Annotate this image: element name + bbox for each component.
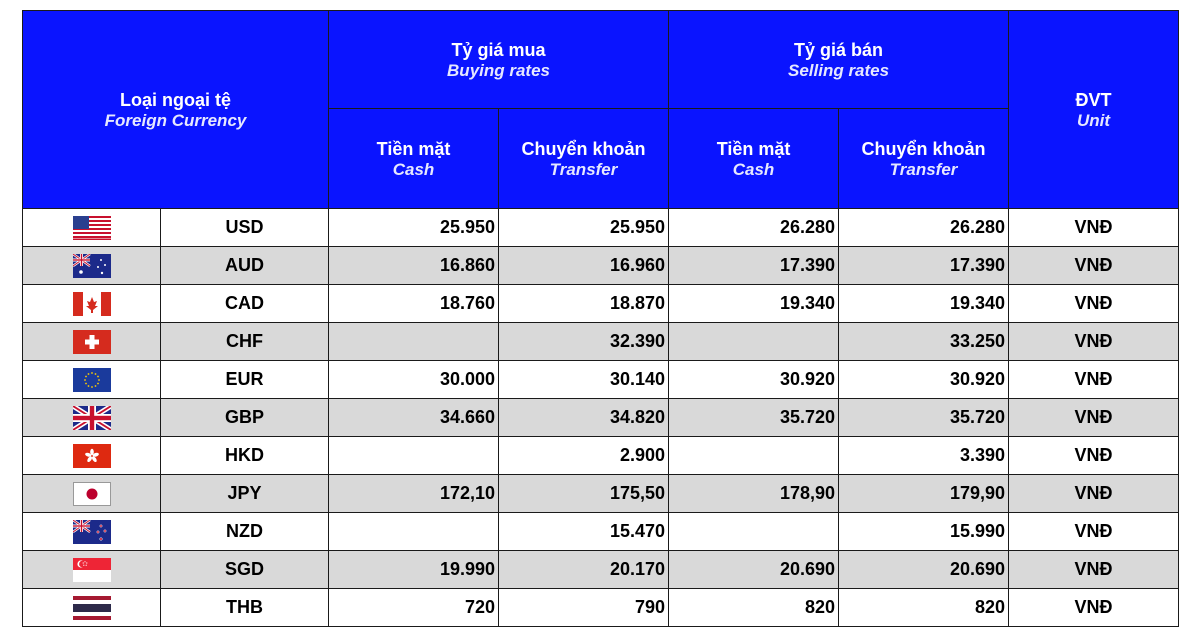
eu-flag-icon (73, 368, 111, 392)
unit-cell: VNĐ (1009, 399, 1179, 437)
header-sell-cash (669, 109, 839, 209)
flag-cell (23, 437, 161, 475)
header-selling-vi: Tỷ giá bán (794, 39, 884, 60)
buy-transfer-cell: 790 (499, 589, 669, 627)
flag-cell (23, 399, 161, 437)
currency-code: THB (161, 589, 329, 627)
sell-transfer-cell: 33.250 (839, 323, 1009, 361)
header-selling (669, 11, 1009, 109)
unit-cell: VNĐ (1009, 475, 1179, 513)
table-row (23, 437, 1179, 475)
buy-transfer-cell: 34.820 (499, 399, 669, 437)
unit-cell: VNĐ (1009, 513, 1179, 551)
buy-transfer-cell: 32.390 (499, 323, 669, 361)
header-sell-cash-en: Cash (732, 159, 775, 179)
flag-cell (23, 247, 161, 285)
header-currency (23, 11, 329, 209)
ch-flag-icon (73, 330, 111, 354)
unit-cell: VNĐ (1009, 361, 1179, 399)
flag-cell (23, 209, 161, 247)
header-buying-en: Buying rates (447, 60, 551, 80)
flag-cell (23, 589, 161, 627)
table-row (23, 399, 1179, 437)
sell-cash-cell (669, 513, 839, 551)
header-currency-en: Foreign Currency (104, 110, 247, 130)
flag-cell (23, 361, 161, 399)
sell-transfer-cell: 820 (839, 589, 1009, 627)
header-buy-cash-en: Cash (392, 159, 435, 179)
currency-code: SGD (161, 551, 329, 589)
buy-transfer-cell: 15.470 (499, 513, 669, 551)
buy-cash-cell (329, 323, 499, 361)
sell-cash-cell: 35.720 (669, 399, 839, 437)
buy-cash-cell: 30.000 (329, 361, 499, 399)
flag-cell (23, 475, 161, 513)
buy-cash-cell: 720 (329, 589, 499, 627)
buy-cash-cell (329, 437, 499, 475)
unit-cell: VNĐ (1009, 247, 1179, 285)
nz-flag-icon (73, 520, 111, 544)
header-unit-vi: ĐVT (1075, 89, 1112, 110)
sell-transfer-cell: 35.720 (839, 399, 1009, 437)
sell-cash-cell: 20.690 (669, 551, 839, 589)
table-row (23, 361, 1179, 399)
sell-cash-cell: 30.920 (669, 361, 839, 399)
sell-cash-cell: 26.280 (669, 209, 839, 247)
sell-transfer-cell: 30.920 (839, 361, 1009, 399)
sell-transfer-cell: 17.390 (839, 247, 1009, 285)
buy-transfer-cell: 25.950 (499, 209, 669, 247)
jp-flag-icon (73, 482, 111, 506)
sell-cash-cell (669, 437, 839, 475)
sell-transfer-cell: 20.690 (839, 551, 1009, 589)
table-row (23, 513, 1179, 551)
sell-transfer-cell: 179,90 (839, 475, 1009, 513)
sell-transfer-cell: 19.340 (839, 285, 1009, 323)
header-selling-en: Selling rates (787, 60, 890, 80)
sell-cash-cell: 178,90 (669, 475, 839, 513)
sell-transfer-cell: 15.990 (839, 513, 1009, 551)
header-buy-transfer-vi: Chuyển khoản (521, 138, 646, 159)
header-sell-transfer-vi: Chuyển khoản (861, 138, 986, 159)
currency-code: JPY (161, 475, 329, 513)
currency-code: EUR (161, 361, 329, 399)
buy-cash-cell: 34.660 (329, 399, 499, 437)
currency-code: USD (161, 209, 329, 247)
buy-cash-cell: 19.990 (329, 551, 499, 589)
buy-transfer-cell: 20.170 (499, 551, 669, 589)
unit-cell: VNĐ (1009, 209, 1179, 247)
header-buy-transfer-en: Transfer (549, 159, 618, 179)
unit-cell: VNĐ (1009, 589, 1179, 627)
header-buy-transfer (499, 109, 669, 209)
unit-cell: VNĐ (1009, 551, 1179, 589)
flag-cell (23, 513, 161, 551)
currency-code: CHF (161, 323, 329, 361)
header-unit-en: Unit (1077, 110, 1111, 130)
table-row (23, 551, 1179, 589)
exchange-rate-board (22, 10, 1178, 627)
hk-flag-icon (73, 444, 111, 468)
buy-transfer-cell: 2.900 (499, 437, 669, 475)
au-flag-icon (73, 254, 111, 278)
buy-cash-cell: 16.860 (329, 247, 499, 285)
buy-cash-cell (329, 513, 499, 551)
unit-cell: VNĐ (1009, 323, 1179, 361)
currency-code: NZD (161, 513, 329, 551)
header-unit (1009, 11, 1179, 209)
us-flag-icon (73, 216, 111, 240)
table-row (23, 589, 1179, 627)
rates-body (23, 209, 1179, 627)
header-currency-vi: Loại ngoại tệ (120, 89, 232, 110)
header-sell-cash-vi: Tiền mặt (716, 138, 791, 159)
unit-cell: VNĐ (1009, 285, 1179, 323)
buy-transfer-cell: 16.960 (499, 247, 669, 285)
th-flag-icon (73, 596, 111, 620)
sell-transfer-cell: 26.280 (839, 209, 1009, 247)
header-buy-cash-vi: Tiền mặt (376, 138, 451, 159)
sell-cash-cell: 17.390 (669, 247, 839, 285)
exchange-rate-table (22, 10, 1179, 627)
currency-code: AUD (161, 247, 329, 285)
header-sell-transfer-en: Transfer (889, 159, 958, 179)
currency-code: GBP (161, 399, 329, 437)
header-buying-vi: Tỷ giá mua (451, 39, 546, 60)
table-row (23, 323, 1179, 361)
header-buying (329, 11, 669, 109)
ca-flag-icon (73, 292, 111, 316)
buy-transfer-cell: 18.870 (499, 285, 669, 323)
buy-cash-cell: 172,10 (329, 475, 499, 513)
currency-code: HKD (161, 437, 329, 475)
header-buy-cash (329, 109, 499, 209)
table-row (23, 247, 1179, 285)
table-row (23, 285, 1179, 323)
table-row (23, 475, 1179, 513)
sg-flag-icon (73, 558, 111, 582)
flag-cell (23, 551, 161, 589)
sell-cash-cell: 19.340 (669, 285, 839, 323)
table-row (23, 209, 1179, 247)
sell-cash-cell: 820 (669, 589, 839, 627)
unit-cell: VNĐ (1009, 437, 1179, 475)
flag-cell (23, 285, 161, 323)
buy-transfer-cell: 175,50 (499, 475, 669, 513)
flag-cell (23, 323, 161, 361)
gb-flag-icon (73, 406, 111, 430)
header-sell-transfer (839, 109, 1009, 209)
table-header (23, 11, 1179, 209)
sell-cash-cell (669, 323, 839, 361)
buy-cash-cell: 18.760 (329, 285, 499, 323)
buy-cash-cell: 25.950 (329, 209, 499, 247)
currency-code: CAD (161, 285, 329, 323)
sell-transfer-cell: 3.390 (839, 437, 1009, 475)
buy-transfer-cell: 30.140 (499, 361, 669, 399)
